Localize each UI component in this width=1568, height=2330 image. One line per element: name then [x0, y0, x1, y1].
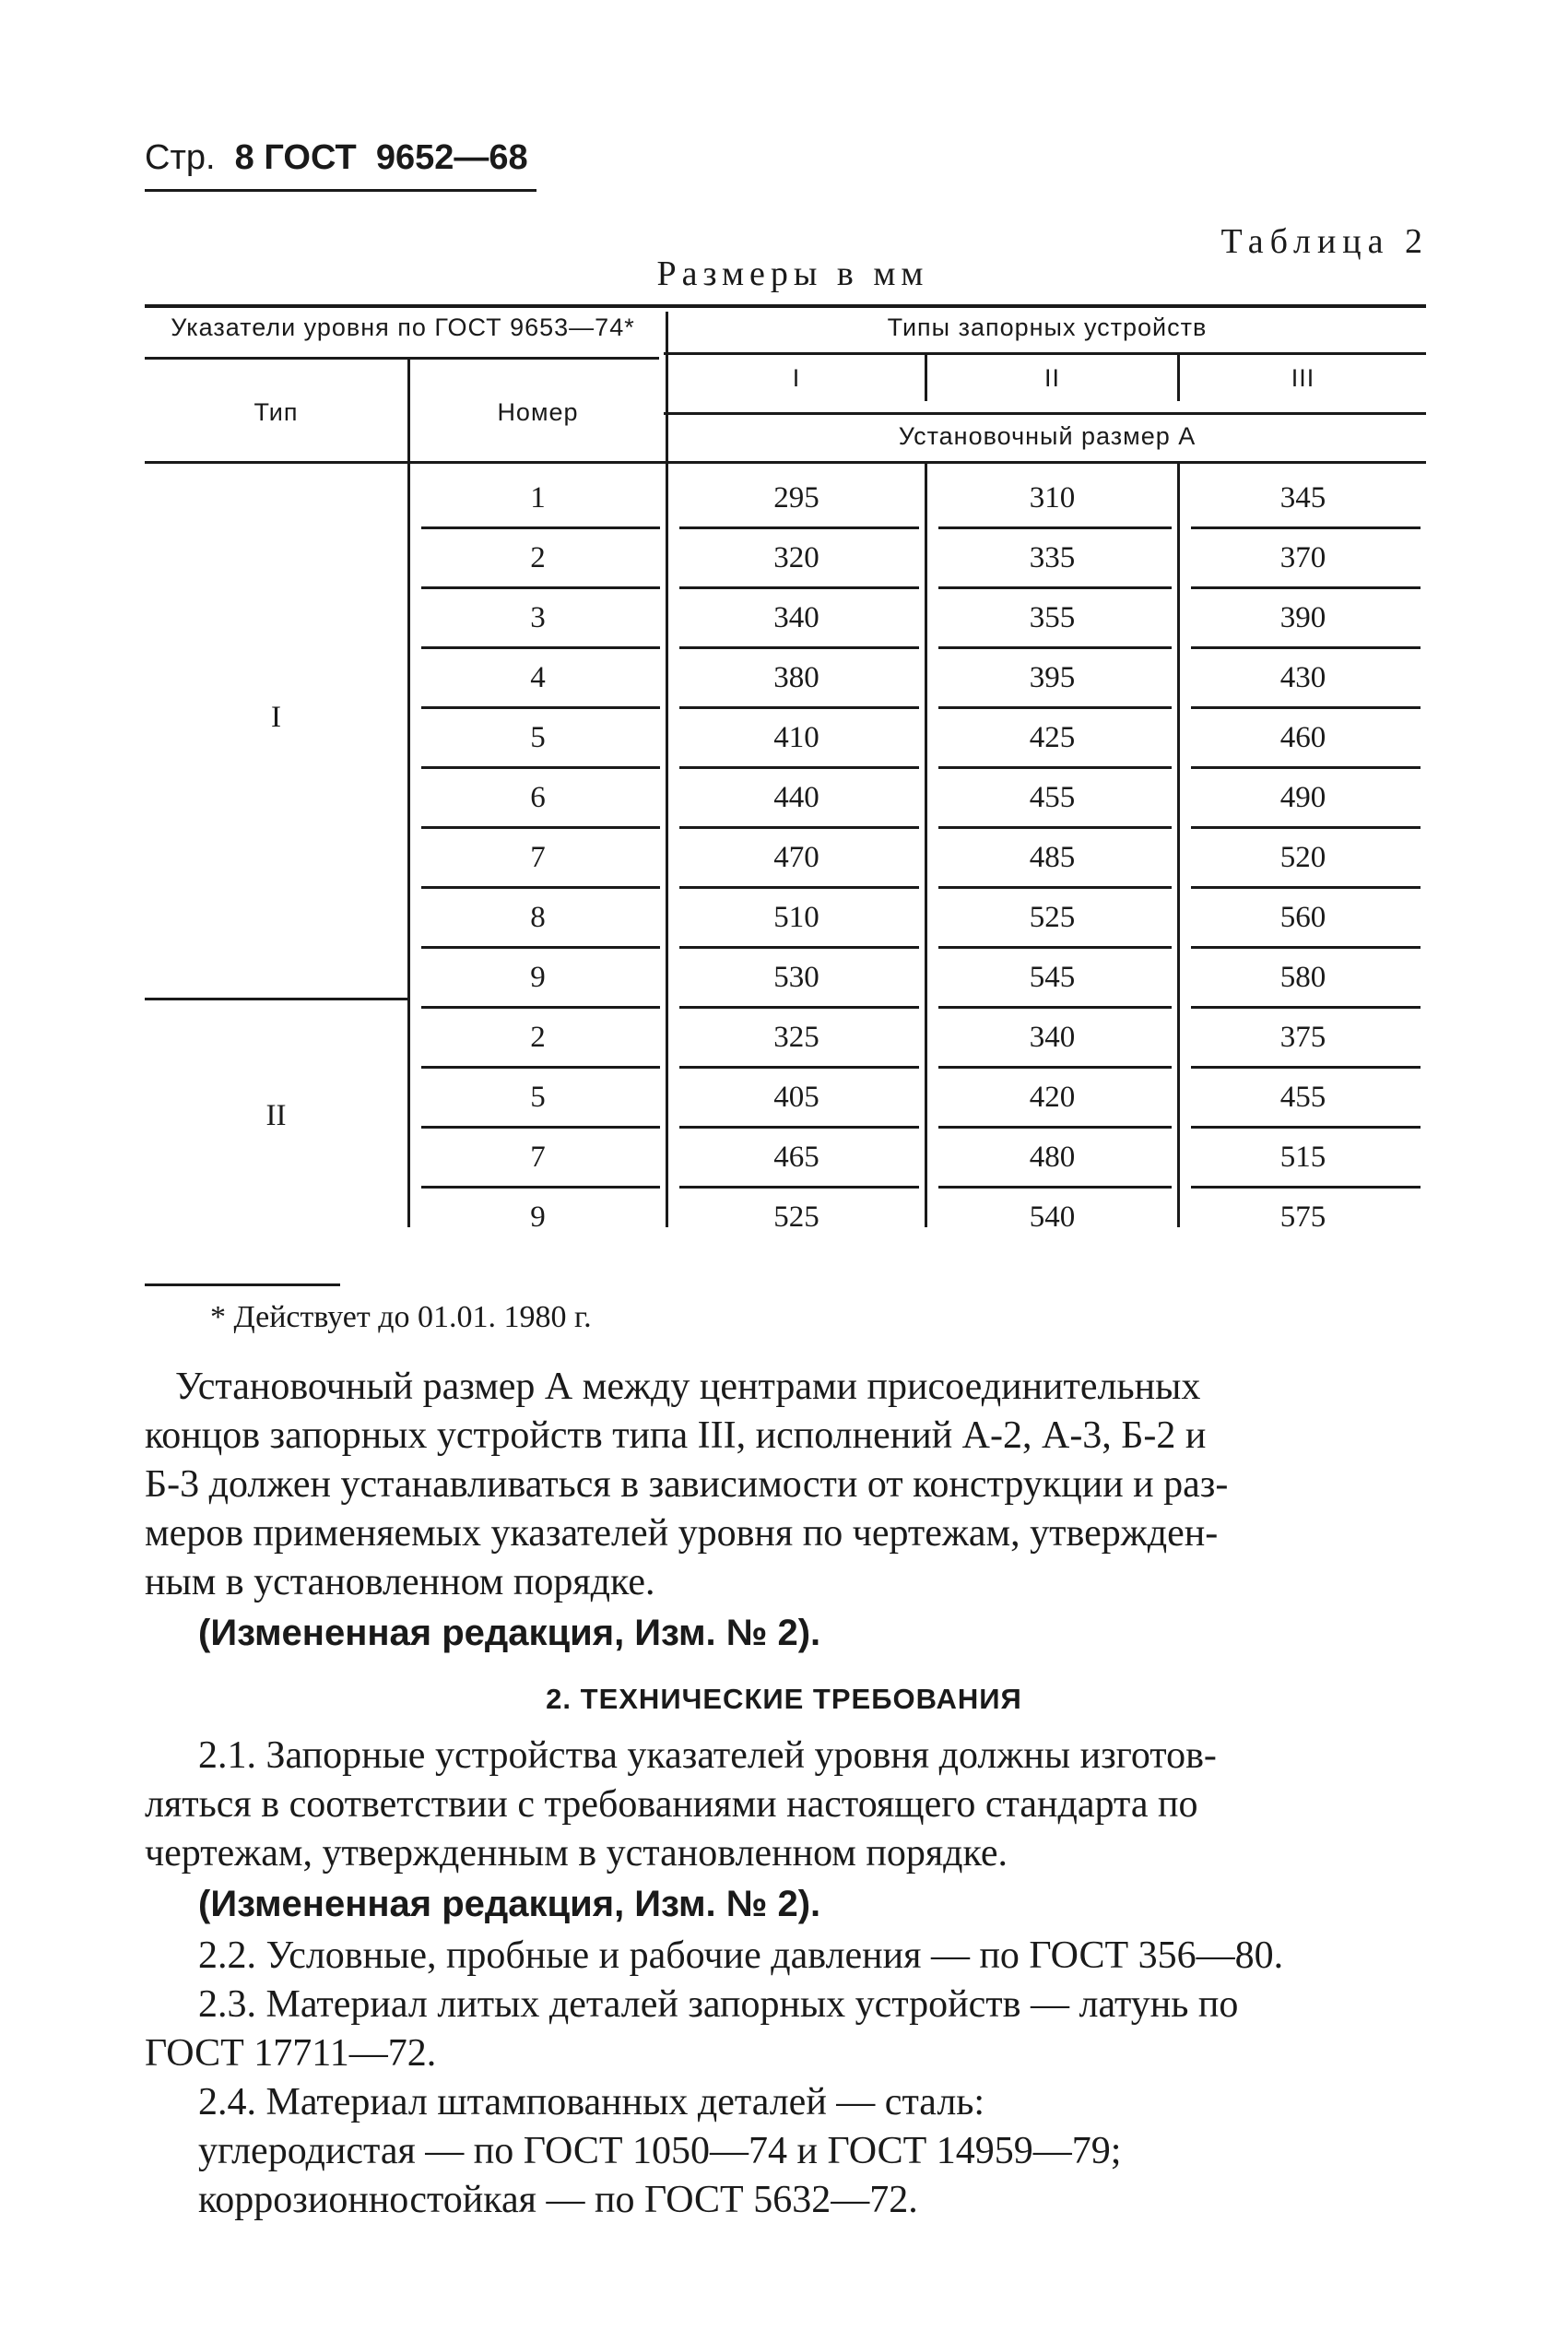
- subheader-size-A: Установочный размер А: [898, 422, 1197, 450]
- row-rule: [679, 526, 919, 529]
- table-title: Таблица 2: [1220, 222, 1429, 261]
- row-rule: [938, 886, 1172, 889]
- para1-line-4: меров применяемых указателей уровня по чертежам, утвержден-: [145, 1512, 1219, 1555]
- cell-number: 9: [530, 961, 546, 994]
- para24-line-3: коррозионностойкая — по ГОСТ 5632—72.: [198, 2179, 918, 2221]
- row-rule: [938, 706, 1172, 709]
- cell-size-c: 430: [1279, 661, 1326, 694]
- cell-size-b: 310: [1029, 481, 1076, 514]
- row-rule: [1191, 1126, 1421, 1129]
- edit-note-1: (Измененная редакция, Изм. № 2).: [198, 1613, 821, 1653]
- cell-size-b: 340: [1029, 1021, 1076, 1054]
- footnote: * Действует до 01.01. 1980 г.: [210, 1300, 592, 1334]
- cell-size-b: 480: [1029, 1141, 1076, 1174]
- header-rule: [145, 189, 536, 192]
- cell-size-a: 320: [773, 541, 819, 574]
- row-rule: [679, 1066, 919, 1069]
- cell-size-c: 345: [1279, 481, 1326, 514]
- cell-number: 2: [530, 1021, 546, 1054]
- row-rule: [679, 586, 919, 589]
- table-units: Размеры в мм: [656, 254, 929, 293]
- cell-size-c: 575: [1279, 1200, 1326, 1234]
- header-rule-2: [664, 412, 1426, 415]
- para24-line-1: 2.4. Материал штампованных деталей — сталь:: [198, 2081, 985, 2123]
- row-rule: [938, 946, 1172, 949]
- row-rule: [679, 766, 919, 769]
- section-title: 2. ТЕХНИЧЕСКИЕ ТРЕБОВАНИЯ: [546, 1683, 1022, 1715]
- row-rule: [938, 526, 1172, 529]
- standard-label: ГОСТ: [264, 138, 357, 177]
- para1-line-3: Б-3 должен устанавливаться в зависимости от конструкции и раз-: [145, 1463, 1229, 1506]
- cell-size-c: 520: [1279, 841, 1326, 874]
- page-number: 8: [234, 138, 254, 177]
- cell-size-b: 545: [1029, 961, 1076, 994]
- row-rule: [421, 1066, 660, 1069]
- type-label-I: I: [271, 701, 281, 734]
- row-rule: [1191, 586, 1421, 589]
- row-rule: [421, 586, 660, 589]
- cell-size-b: 455: [1029, 781, 1076, 814]
- cell-size-a: 510: [773, 901, 819, 934]
- table-top-rule: [145, 304, 1426, 308]
- col-III-header: III: [1291, 364, 1315, 392]
- row-rule: [938, 1186, 1172, 1189]
- cell-number: 5: [530, 1081, 546, 1114]
- cell-size-a: 295: [773, 481, 819, 514]
- para21-line-3: чертежам, утвержденным в установленном порядке.: [145, 1832, 1008, 1875]
- cell-size-c: 460: [1279, 721, 1326, 754]
- row-rule: [938, 1126, 1172, 1129]
- header-rule-1: [664, 352, 1426, 355]
- cell-size-a: 380: [773, 661, 819, 694]
- cell-number: 7: [530, 841, 546, 874]
- row-rule: [421, 826, 660, 829]
- edit-note-2: (Измененная редакция, Изм. № 2).: [198, 1884, 821, 1924]
- row-rule: [679, 946, 919, 949]
- row-rule: [938, 1066, 1172, 1069]
- row-rule: [679, 646, 919, 649]
- row-rule: [679, 826, 919, 829]
- row-rule: [679, 706, 919, 709]
- cell-number: 3: [530, 601, 546, 634]
- cell-number: 4: [530, 661, 546, 694]
- cell-size-c: 560: [1279, 901, 1326, 934]
- footnote-rule: [145, 1283, 340, 1286]
- cell-number: 6: [530, 781, 546, 814]
- cell-size-a: 405: [773, 1081, 819, 1114]
- cell-number: 9: [530, 1200, 546, 1234]
- group-right-header: Типы запорных устройств: [887, 313, 1208, 341]
- row-rule: [1191, 886, 1421, 889]
- group-left-header: Указатели уровня по ГОСТ 9653—74*: [171, 313, 635, 341]
- group-divider: [145, 998, 407, 1000]
- row-rule: [938, 826, 1172, 829]
- cell-size-b: 525: [1029, 901, 1076, 934]
- row-rule: [938, 1006, 1172, 1009]
- row-rule: [938, 586, 1172, 589]
- cell-size-c: 370: [1279, 541, 1326, 574]
- row-rule: [1191, 766, 1421, 769]
- cell-size-b: 355: [1029, 601, 1076, 634]
- cell-size-a: 325: [773, 1021, 819, 1054]
- cell-size-b: 395: [1029, 661, 1076, 694]
- row-rule: [421, 1126, 660, 1129]
- col-I-header: I: [792, 364, 801, 392]
- cell-size-a: 410: [773, 721, 819, 754]
- col-II-header: II: [1043, 364, 1060, 392]
- cell-number: 5: [530, 721, 546, 754]
- row-rule: [679, 1006, 919, 1009]
- para21-line-1: 2.1. Запорные устройства указателей уровня должны изготов-: [198, 1734, 1217, 1777]
- row-rule: [421, 1186, 660, 1189]
- row-rule: [1191, 946, 1421, 949]
- para24-line-2: углеродистая — по ГОСТ 1050—74 и ГОСТ 14959—79;: [198, 2130, 1122, 2172]
- cell-size-c: 580: [1279, 961, 1326, 994]
- cell-size-b: 420: [1029, 1081, 1076, 1114]
- row-rule: [1191, 1066, 1421, 1069]
- para1-line-1: Установочный размер А между центрами присоединительных: [175, 1366, 1201, 1408]
- standard-code: 9652—68: [375, 138, 528, 177]
- row-rule: [1191, 646, 1421, 649]
- col-type-header: Тип: [253, 398, 299, 426]
- page-header: [145, 138, 528, 178]
- cell-size-a: 525: [773, 1200, 819, 1234]
- cell-size-b: 335: [1029, 541, 1076, 574]
- cell-size-b: 485: [1029, 841, 1076, 874]
- row-rule: [1191, 826, 1421, 829]
- cell-size-a: 530: [773, 961, 819, 994]
- cell-size-a: 340: [773, 601, 819, 634]
- row-rule: [421, 526, 660, 529]
- para1-line-2: концов запорных устройств типа III, исполнений А-2, А-3, Б-2 и: [145, 1414, 1207, 1457]
- row-rule: [938, 646, 1172, 649]
- cell-size-c: 375: [1279, 1021, 1326, 1054]
- cell-size-b: 540: [1029, 1200, 1076, 1234]
- cell-number: 1: [530, 481, 546, 514]
- cell-size-c: 390: [1279, 601, 1326, 634]
- header-bottom-rule: [145, 461, 1426, 464]
- row-rule: [421, 1006, 660, 1009]
- cell-size-c: 515: [1279, 1141, 1326, 1174]
- para21-line-2: ляться в соответствии с требованиями настоящего стандарта по: [145, 1783, 1198, 1826]
- cell-size-a: 440: [773, 781, 819, 814]
- row-rule: [421, 946, 660, 949]
- row-rule: [421, 886, 660, 889]
- cell-number: 7: [530, 1141, 546, 1174]
- cell-number: 2: [530, 541, 546, 574]
- row-rule: [679, 886, 919, 889]
- row-rule: [1191, 706, 1421, 709]
- cell-size-a: 465: [773, 1141, 819, 1174]
- row-rule: [1191, 526, 1421, 529]
- cell-size-c: 490: [1279, 781, 1326, 814]
- row-rule: [1191, 1186, 1421, 1189]
- row-rule: [421, 706, 660, 709]
- para23-line-1: 2.3. Материал литых деталей запорных устройств — латунь по: [198, 1983, 1239, 2026]
- type-label-II: II: [265, 1099, 287, 1132]
- col-number-header: Номер: [497, 398, 579, 426]
- row-rule: [938, 766, 1172, 769]
- para1-line-5: ным в установленном порядке.: [145, 1561, 655, 1603]
- row-rule: [679, 1126, 919, 1129]
- para22: 2.2. Условные, пробные и рабочие давления — по ГОСТ 356—80.: [198, 1934, 1284, 1977]
- cell-size-c: 455: [1279, 1081, 1326, 1114]
- para23-line-2: ГОСТ 17711—72.: [145, 2032, 437, 2075]
- row-rule: [679, 1186, 919, 1189]
- header-rule-left: [145, 357, 659, 360]
- cell-number: 8: [530, 901, 546, 934]
- row-rule: [1191, 1006, 1421, 1009]
- row-rule: [421, 646, 660, 649]
- page-label: Стр.: [145, 138, 216, 177]
- row-rule: [421, 766, 660, 769]
- cell-size-b: 425: [1029, 721, 1076, 754]
- cell-size-a: 470: [773, 841, 819, 874]
